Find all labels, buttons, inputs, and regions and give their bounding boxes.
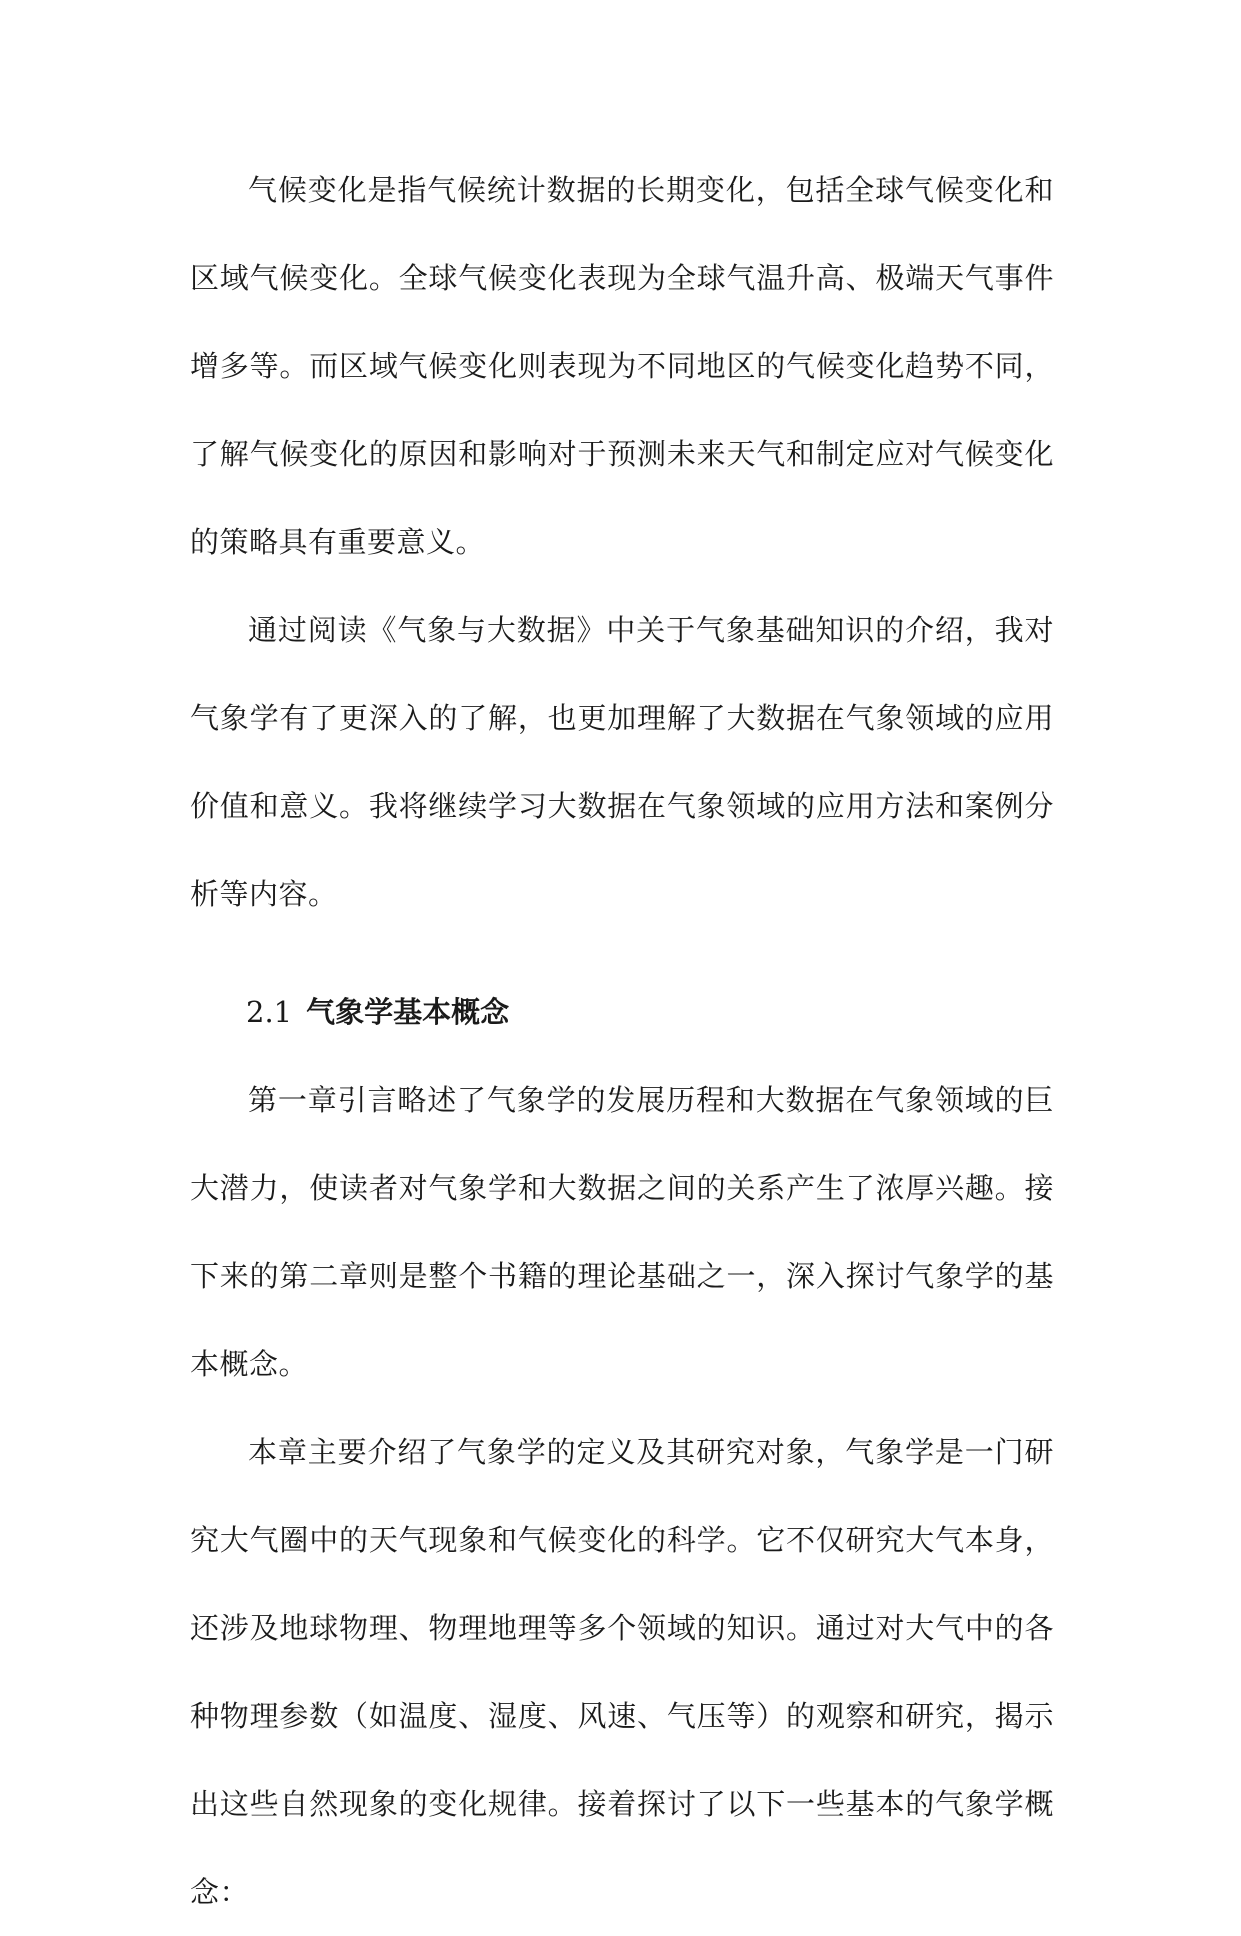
paragraph-reading-reflection: 通过阅读《气象与大数据》中关于气象基础知识的介绍，我对气象学有了更深入的了解，也更加理解了大数据在气象领域的应用价值和意义。我将继续学习大数据在气象领域的应用方法和案例分析等内容。 xyxy=(190,613,1054,911)
paragraph-chapter-intro: 第一章引言略述了气象学的发展历程和大数据在气象领域的巨大潜力，使读者对气象学和大数据之间的关系产生了浓厚兴趣。接下来的第二章则是整个书籍的理论基础之一，深入探讨气象学的基本概念。 xyxy=(190,1083,1054,1381)
page-content xyxy=(190,146,1054,1936)
section-number: 2.1 xyxy=(246,995,293,1029)
paragraph-climate-change: 气候变化是指气候统计数据的长期变化，包括全球气候变化和区域气候变化。全球气候变化表现为全球气温升高、极端天气事件增多等。而区域气候变化则表现为不同地区的气候变化趋势不同，了解气候变化的原因和影响对于预测未来天气和制定应对气候变化的策略具有重要意义。 xyxy=(190,173,1054,559)
section-heading xyxy=(190,968,1054,1056)
paragraph-meteorology-definition: 本章主要介绍了气象学的定义及其研究对象，气象学是一门研究大气圈中的天气现象和气候变化的科学。它不仅研究大气本身，还涉及地球物理、物理地理等多个领域的知识。通过对大气中的各种物理参数（如温度、湿度、风速、气压等）的观察和研究，揭示出这些自然现象的变化规律。接着探讨了以下一些基本的气象学概念： xyxy=(190,1435,1054,1909)
section-title: 气象学基本概念 xyxy=(306,995,510,1029)
